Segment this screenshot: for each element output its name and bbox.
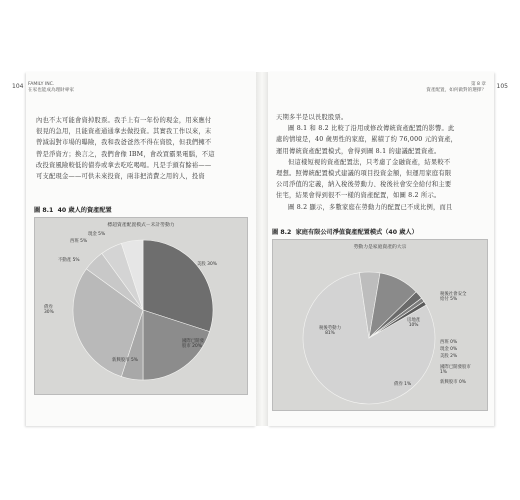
figure-title-text: 家庭有限公司淨值資產配置模式（40 歲人） <box>295 229 418 236</box>
pie1-label-emerging: 新興股市 5% <box>112 358 138 363</box>
pie2-label-realestate: 房地產 10% <box>407 318 421 329</box>
left-page <box>12 72 256 426</box>
figure-8-1-title <box>34 205 112 214</box>
figure-8-1 <box>34 217 248 395</box>
chart-subtitle: 標超資產配置模式－未計勞動力 <box>107 223 175 228</box>
pie2-label-cash: 現金 0% <box>440 347 458 352</box>
text-line: 圖 8.1 和 8.2 比較了沿用或修改傳統資產配置的影響。此 <box>288 125 455 133</box>
text-line: 處的情境是，40 歲男性的家庭，累積了約 76,000 元的資產， <box>276 136 458 144</box>
text-line: 內也不太可能會資掉股票。我手上有一年份的現金，用來應付 <box>36 117 212 124</box>
text-line: 天期多半是以長股股票。 <box>276 114 348 121</box>
text-line: 理想。照傳統配置模式建議的項目投資金額，但運用家庭有限 <box>276 170 452 178</box>
pie2-label-usstock: 美股 2% <box>440 354 458 359</box>
left-header-line2: 在家也能成為理財專家 <box>28 87 74 93</box>
text-line: 圖 8.2 顯示，多數家庭在勞動力的配置已不成比例，而且 <box>288 203 453 211</box>
text-line: 曾減弱對市場的曝險，我和我爸爸然不得在資股，但我們擁不 <box>36 139 212 147</box>
pie2-label-intl: 國際已開發股市 1% <box>440 365 471 376</box>
text-line: 運用傳統資產配置模式，會得到圖 8.1 的建議配置資產。 <box>276 147 441 155</box>
pie1-label-usstock: 美股 30% <box>197 262 217 267</box>
pie1-label-intl: 國際已開發 股市 20% <box>182 339 204 350</box>
text-line: 但這樣短視的資產配置法，只考慮了金融資產，結果較不 <box>288 158 451 166</box>
right-page-number: 105 <box>496 83 508 90</box>
figure-8-2-title <box>272 227 418 236</box>
right-running-header <box>426 82 486 93</box>
pie2-label-emerging: 新興股市 0% <box>440 380 466 385</box>
text-line: 住宅，結果會得到很不一樣的資產配置，如圖 8.2 所示。 <box>276 192 441 200</box>
right-body-text <box>276 112 488 213</box>
pie1-label-west: 西班 5% <box>70 239 88 244</box>
figure-label: 圖 8.1 <box>34 207 54 214</box>
chart-subtitle: 勞動力是家庭資產的大宗 <box>353 245 407 250</box>
left-page-number: 104 <box>12 83 24 90</box>
figure-title-text: 40 歲人的資產配置 <box>57 207 112 214</box>
pie1-label-realestate: 不動產 5% <box>58 258 80 263</box>
right-header-line1: 第 8 章 <box>470 82 486 87</box>
pie2-label-labor: 稅後勞動力 81% <box>319 326 341 337</box>
text-line: 很見的急用，且能資產通通拿去做投資。其實我工作以來，末 <box>36 128 212 136</box>
pie2-label-bonds: 債券 1% <box>394 382 412 387</box>
left-running-header <box>28 82 74 93</box>
book-gutter <box>256 72 268 426</box>
left-body-text <box>36 115 250 182</box>
pie1-label-cash: 現金 5% <box>88 232 106 237</box>
pie1-label-bonds: 債券 30% <box>44 305 54 316</box>
text-line: 曾是淨資方；換言之，我們會像 IBM，會改買霸果電腦，不這 <box>36 150 215 158</box>
pie-chart-8-1 <box>35 218 247 394</box>
text-line: 改投資風險較低的債券或拿去吃吃喝喝。凡是手頭有餘裕—— <box>36 161 212 169</box>
pie2-label-social: 稅後社會安全 給付 5% <box>440 292 467 303</box>
text-line: 公司淨值的定義，納入稅後勞動力、稅後社會安全給付和主要 <box>276 181 452 189</box>
text-line: 可支配現金——可供未來投資，兩非把消費之用的人，投資 <box>36 173 205 181</box>
pie2-label-west: 西班 0% <box>440 340 458 345</box>
right-header-line2: 資產配置，如何做對的選擇？ <box>426 87 486 93</box>
figure-label: 圖 8.2 <box>272 229 292 236</box>
left-header-line1: FAMILY INC. <box>28 82 55 87</box>
